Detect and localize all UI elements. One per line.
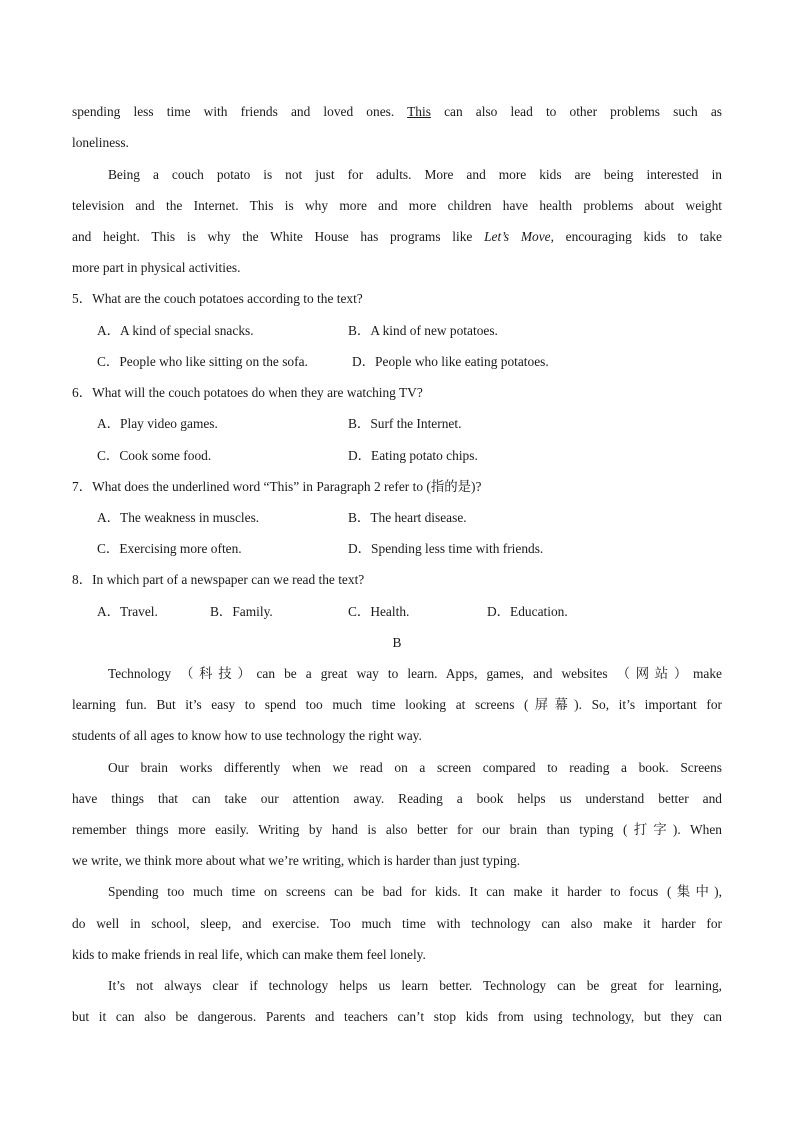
underlined-word-this: This: [407, 104, 431, 119]
section-b-line-5: have things that can take our attention away. Reading a book helps us understand better and: [72, 791, 722, 806]
question-6-stem: 6．What will the couch potatoes do when they are watching TV?: [72, 385, 423, 400]
section-b-line-3: students of all ages to know how to use technology the right way.: [72, 728, 422, 743]
section-b-line-10: kids to make friends in real life, which can make them feel lonely.: [72, 947, 426, 962]
question-5-stem: 5．What are the couch potatoes according to the text?: [72, 291, 363, 306]
question-5-option-d: D．People who like eating potatoes.: [352, 354, 549, 369]
section-b-line-4: Our brain works differently when we read on a screen compared to reading a book. Screens: [108, 760, 722, 775]
question-8-option-d: D．Education.: [487, 604, 568, 619]
section-b-line-8: Spending too much time on screens can be bad for kids. It can make it harder to focus (集中),: [108, 884, 722, 899]
passage-a-line-2: loneliness.: [72, 135, 129, 150]
question-6-option-c: C．Cook some food.: [97, 448, 212, 463]
section-b-line-11: It’s not always clear if technology helps us learn better. Technology can be great for learning,: [108, 978, 722, 993]
passage-a-p2-line-1: Being a couch potato is not just for adults. More and more kids are being interested in: [108, 167, 722, 182]
program-name-lets-move: Let’s Move: [484, 229, 551, 244]
section-b-line-7: we write, we think more about what we’re writing, which is harder than just typing.: [72, 853, 521, 868]
section-b-line-1: Technology （科技）can be a great way to learn. Apps, games, and websites （网站）make: [108, 666, 722, 681]
question-7-option-c: C．Exercising more often.: [97, 541, 242, 556]
question-5-option-c: C．People who like sitting on the sofa.: [97, 354, 308, 369]
question-8-option-c: C．Health.: [348, 604, 410, 619]
section-b-line-6: remember things more easily. Writing by hand is also better for our brain than typing (打字). When: [72, 822, 722, 837]
question-8-option-b: B．Family.: [210, 604, 273, 619]
section-b-line-9: do well in school, sleep, and exercise. Too much time with technology can also make it harder for: [72, 916, 722, 931]
question-6-option-a: A．Play video games.: [97, 416, 218, 431]
passage-a-p2-line-3-before: and height. This is why the White House has programs like: [72, 229, 473, 244]
question-7-option-b: B．The heart disease.: [348, 510, 467, 525]
question-6-option-b: B．Surf the Internet.: [348, 416, 462, 431]
question-7-stem: 7．What does the underlined word “This” in Paragraph 2 refer to (指的是)?: [72, 479, 482, 494]
section-b-heading: B: [392, 635, 402, 650]
passage-a-p2-line-4: more part in physical activities.: [72, 260, 241, 275]
passage-a-p2-line-2: television and the Internet. This is why more and more children have health problems about weight: [72, 198, 722, 213]
question-8-stem: 8．In which part of a newspaper can we read the text?: [72, 572, 365, 587]
passage-a-line-1-after: can also lead to other problems such as: [444, 104, 722, 119]
section-b-line-2: learning fun. But it’s easy to spend too much time looking at screens (屏幕). So, it’s important for: [72, 697, 722, 712]
section-b-line-12: but it can also be dangerous. Parents and teachers can’t stop kids from using technology, but they can: [72, 1009, 722, 1024]
question-5-option-a: A．A kind of special snacks.: [97, 323, 254, 338]
passage-a-p2-line-3: [72, 227, 722, 247]
question-5-option-b: B．A kind of new potatoes.: [348, 323, 498, 338]
question-8-option-a: A．Travel.: [97, 604, 158, 619]
passage-a-line-1-before: spending less time with friends and loved ones.: [72, 104, 395, 119]
question-7-option-a: A．The weakness in muscles.: [97, 510, 260, 525]
question-6-option-d: D．Eating potato chips.: [348, 448, 478, 463]
passage-a-line-1: [72, 102, 722, 122]
question-7-option-d: D．Spending less time with friends.: [348, 541, 544, 556]
passage-a-p2-line-3-after: , encouraging kids to take: [550, 229, 722, 244]
